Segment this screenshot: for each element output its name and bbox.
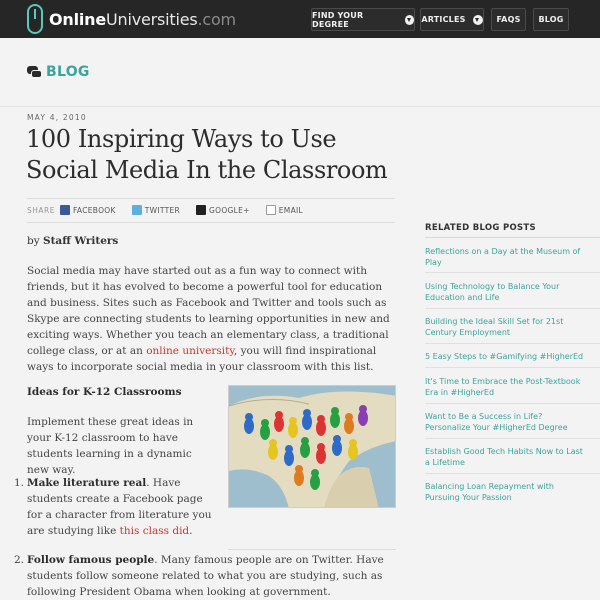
author-link[interactable]: Staff Writers [43, 235, 119, 247]
divider [425, 367, 600, 368]
related-post-link[interactable]: Balancing Loan Repayment with Pursuing Your Passion [425, 482, 554, 502]
related-post-link[interactable]: It's Time to Embrace the Post-Textbook Era in #HigherEd [425, 377, 581, 397]
share-bar [27, 204, 319, 216]
divider [425, 438, 600, 439]
share-email-button[interactable]: EMAIL [266, 205, 303, 215]
chevron-down-icon [405, 15, 414, 25]
divider [425, 403, 600, 404]
chat-bubbles-icon [27, 65, 42, 79]
section-label[interactable]: BLOG [27, 64, 90, 80]
related-post-link[interactable]: 5 Easy Steps to #Gamifying #HigherEd [425, 352, 584, 361]
share-twitter-button[interactable]: TWITTER [132, 205, 180, 215]
google-plus-icon [196, 205, 206, 215]
divider [228, 549, 396, 550]
share-google-plus-button[interactable]: GOOGLE+ [196, 205, 250, 215]
share-facebook-button[interactable]: FACEBOOK [60, 205, 116, 215]
twitter-icon [132, 205, 142, 215]
divider [425, 473, 600, 474]
nav-blog[interactable]: BLOG [533, 8, 569, 31]
facebook-icon [60, 205, 70, 215]
related-post-link[interactable]: Want to Be a Success in Life? Personalize Your #HigherEd Degree [425, 412, 568, 432]
intro-paragraph: Social media may have started out as a fun way to connect with friends, but it has evolved to become a powerful tool for education and business. Sites such as Facebook and Twitter and tools such as Skype are connecting students to learning opportunities in new and exciting ways. Whether you teach an elementary class, a traditional college class, or at an online university, you will find inspirational ways to incorporate social media in your classroom with this list. [27, 265, 390, 373]
section-heading: Ideas for K-12 Classrooms [27, 386, 182, 398]
divider [425, 237, 600, 238]
related-post-link[interactable]: Using Technology to Balance Your Education and Life [425, 282, 560, 302]
related-posts-heading: RELATED BLOG POSTS [425, 223, 536, 233]
logo-mark-icon [27, 4, 43, 34]
email-icon [266, 205, 276, 215]
byline: by Staff Writers [27, 235, 119, 247]
nav-faqs[interactable]: FAQS [491, 8, 526, 31]
list-item: 1. Make literature real. Have students create a Facebook page for a character from literature you are studying like this class did. [14, 477, 212, 537]
divider [27, 222, 395, 223]
related-post-link[interactable]: Reflections on a Day at the Museum of Play [425, 247, 581, 267]
divider [27, 198, 395, 199]
post-title: 100 Inspiring Ways to Use Social Media In the Classroom [26, 125, 388, 184]
divider [425, 343, 600, 344]
divider [425, 272, 600, 273]
related-post-link[interactable]: Building the Ideal Skill Set for 21st Century Employment [425, 317, 564, 337]
this-class-did-link[interactable]: this class did [119, 525, 190, 537]
divider [0, 106, 600, 107]
share-label: SHARE [27, 205, 55, 215]
nav-articles[interactable]: ARTICLES [420, 8, 484, 31]
chevron-down-icon [473, 15, 483, 25]
top-navigation-bar [0, 0, 600, 38]
online-university-link[interactable]: online university [146, 345, 234, 357]
k12-paragraph: Implement these great ideas in your K-12 classroom to have students learning in a dynamic new way. [27, 416, 194, 476]
nav-find-your-degree[interactable]: FIND YOUR DEGREE [311, 8, 415, 31]
logo-text: OnlineUniversities.com [49, 9, 236, 29]
map-pins-image [228, 385, 396, 508]
site-logo[interactable] [27, 4, 236, 34]
divider [425, 308, 600, 309]
related-post-link[interactable]: Establish Good Tech Habits Now to Last a Lifetime [425, 447, 583, 467]
post-date: MAY 4, 2010 [27, 113, 87, 122]
list-item: 2. Follow famous people. Many famous people are on Twitter. Have students follow someone related to what you are studying, such as following President Obama when looking at government. [14, 554, 384, 598]
